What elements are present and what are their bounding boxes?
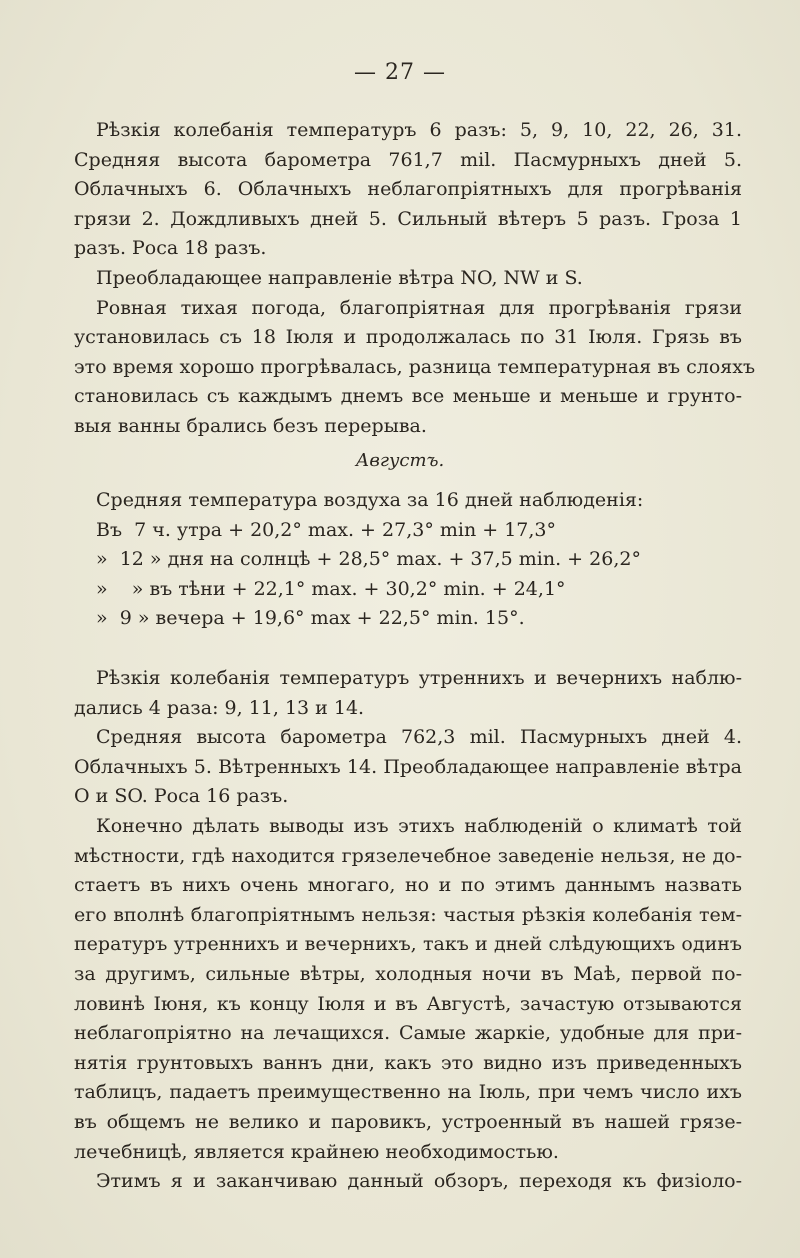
text-line: таблицъ, падаетъ преимущественно на Іюль, при чемъ число ихъ — [74, 1081, 742, 1104]
text-line: дались 4 раза: 9, 11, 13 и 14. — [74, 696, 365, 719]
text-line: Средняя высота барометра 761,7 mil. Пасмурныхъ дней 5. — [74, 148, 742, 171]
temperature-row: Въ 7 ч. утра + 20,2° max. + 27,3° min + 17,3° — [96, 518, 556, 541]
temperature-intro: Средняя температура воздуха за 16 дней наблюденія: — [96, 489, 644, 511]
text-line: нятія грунтовыхъ ваннъ дни, какъ это видно изъ приведенныхъ — [74, 1051, 742, 1074]
text-line: неблагопріятно на лечащихся. Самые жаркіе, удобные для при- — [74, 1022, 742, 1045]
text-line: Средняя высота барометра 762,3 mil. Пасмурныхъ дней 4. — [96, 726, 742, 749]
text-line: за другимъ, сильные вѣтры, холодныя ночи въ Маѣ, первой по- — [74, 962, 742, 985]
text-line: мѣстности, гдѣ находится грязелечебное заведеніе нельзя, не до- — [74, 844, 742, 867]
text-line: въ общемъ не велико и паровикъ, устроенный въ нашей грязе- — [74, 1110, 742, 1133]
text-line: становилась съ каждымъ днемъ все меньше и меньше и грунто- — [74, 385, 742, 408]
text-line: Облачныхъ 6. Облачныхъ неблагопріятныхъ для прогрѣванія — [74, 178, 742, 201]
text-line: установилась съ 18 Іюля и продолжалась по 31 Іюля. Грязь въ — [74, 326, 742, 349]
section-heading-august: Августъ. — [355, 450, 445, 471]
text-line: пературъ утреннихъ и вечернихъ, такъ и дней слѣдующихъ одинъ — [74, 933, 742, 956]
august-summary-paragraphs — [74, 664, 742, 1197]
temperature-row: » » въ тѣни + 22,1° max. + 30,2° min. + 24,1° — [96, 577, 566, 600]
text-line: разъ. Роса 18 разъ. — [74, 237, 267, 260]
text-line: ловинѣ Іюня, къ концу Іюля и въ Августѣ, зачастую отзываются — [74, 992, 742, 1015]
text-line: лечебницѣ, является крайнею необходимостью. — [74, 1140, 559, 1163]
august-temperature-block — [74, 486, 742, 634]
text-line: Конечно дѣлать выводы изъ этихъ наблюденій о климатѣ той — [96, 814, 742, 837]
text-line: выя ванны брались безъ перерыва. — [74, 414, 427, 437]
text-line: грязи 2. Дождливыхъ дней 5. Сильный вѣтеръ 5 разъ. Гроза 1 — [74, 207, 742, 230]
temperature-row: » 12 » дня на солнцѣ + 28,5° max. + 37,5 min. + 26,2° — [96, 548, 641, 571]
july-summary-paragraphs — [74, 116, 756, 442]
text-line: его вполнѣ благопріятнымъ нельзя: частыя рѣзкія колебанія тем- — [74, 903, 742, 926]
text-line: Этимъ я и заканчиваю данный обзоръ, переходя къ физіоло- — [96, 1170, 742, 1193]
text-line: Ровная тихая погода, благопріятная для прогрѣванія грязи — [96, 296, 742, 319]
text-line: Рѣзкія колебанія температуръ утреннихъ и вечернихъ наблю- — [96, 667, 742, 689]
text-line: Преобладающее направленіе вѣтра NO, NW и S. — [96, 266, 583, 289]
text-line: стаетъ въ нихъ очень многаго, но и по этимъ даннымъ назвать — [74, 874, 742, 897]
text-line: Рѣзкія колебанія температуръ 6 разъ: 5, 9, 10, 22, 26, 31. — [96, 119, 742, 141]
page-number: — 27 — — [354, 60, 446, 85]
text-line: это время хорошо прогрѣвалась, разница температурная въ слояхъ — [74, 355, 756, 378]
text-line: Облачныхъ 5. Вѣтренныхъ 14. Преобладающее направленіе вѣтра — [74, 755, 742, 778]
text-line: O и SO. Роса 16 разъ. — [74, 785, 289, 808]
temperature-row: » 9 » вечера + 19,6° max + 22,5° min. 15°. — [96, 607, 525, 630]
